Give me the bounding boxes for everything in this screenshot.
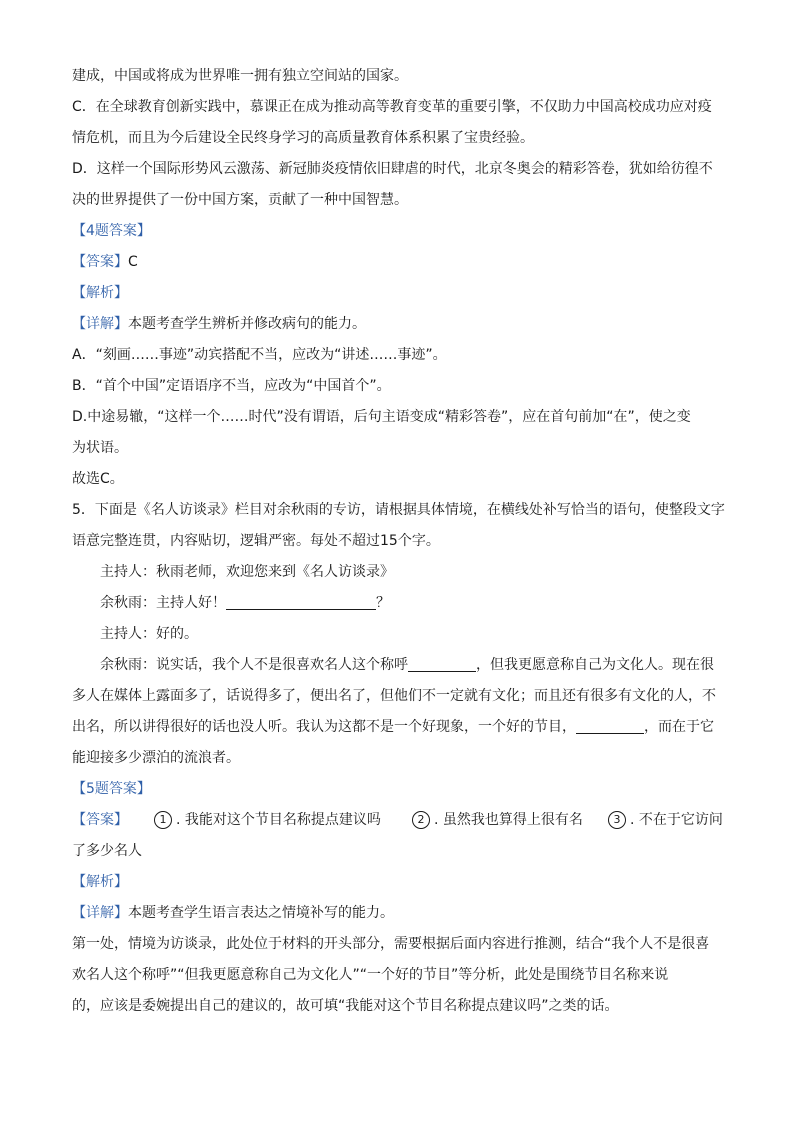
q5-explain-1: 第一处，情境为访谈录，此处位于材料的开头部分，需要根据后面内容进行推测，结合“我个人不是很喜 [72,936,710,952]
document-page [72,61,732,1022]
dialogue-line-3: 主持人：好的。 [100,626,198,642]
answer-2: . 虽然我也算得上很有名 [434,812,583,828]
q5-detail: 【详解】本题考查学生语言表达之情境补写的能力。 [72,905,394,921]
answer-label: 【答案】 [72,254,128,270]
q5-analysis-heading: 【解析】 [72,874,128,890]
q5-explain-3: 的，应该是委婉提出自己的建议的，故可填“我能对这个节目名称提点建议吗”之类的话。 [72,998,619,1014]
dialogue-line-7: 能迎接多少漂泊的流浪者。 [72,750,240,766]
dialogue-line-2 [72,588,732,619]
dialogue-line-6 [72,712,732,743]
option-d-line-1: D．这样一个国际形势风云激荡、新冠肺炎疫情依旧肆虐的时代，北京冬奥会的精彩答卷，犹如给彷徨不 [72,161,713,177]
q5-answer-heading: 【5题答案】 [72,781,151,797]
dialogue-text: ？ [376,595,390,611]
q4-conclusion: 故选C。 [72,471,124,487]
answer-3: . 不在于它访问 [630,812,723,828]
detail-text: 【详解】本题考查学生辨析并修改病句的能力。 [72,316,366,332]
option-d-line-2: 决的世界提供了一份中国方案，贡献了一种中国智慧。 [72,192,408,208]
circled-number-3: 3 [608,811,626,829]
dialogue-text: 出名，所以讲得很好的话也没人听。我认为这都不是一个好现象，一个好的节目， [72,719,576,735]
q4-answer [72,247,732,278]
q4-analysis-heading: 【解析】 [72,285,128,301]
q4-explain-d-2: 为状语。 [72,440,128,456]
q5-stem-1: 5．下面是《名人访谈录》栏目对余秋雨的专访，请根据具体情境，在横线处补写恰当的语句，使整段文字 [72,502,725,518]
fill-blank-1 [226,591,376,610]
dialogue-line-5: 多人在媒体上露面多了，话说得多了，便出名了，但他们不一定就有文化；而且还有很多有文化的人，不 [72,688,716,704]
q4-explain-a: A．“刻画……事迹”动宾搭配不当，应改为“讲述……事迹”。 [72,347,447,363]
answer-label: 【答案】 [72,812,128,828]
text-line: 建成，中国或将成为世界唯一拥有独立空间站的国家。 [72,68,408,84]
q4-answer-heading: 【4题答案】 [72,223,151,239]
dialogue-text: ，但我更愿意称自己为文化人。现在很 [476,657,714,673]
fill-blank-2 [408,653,476,672]
circled-number-2: 2 [412,811,430,829]
dialogue-line-1: 主持人：秋雨老师，欢迎您来到《名人访谈录》 [100,564,394,580]
option-c-line-1: C．在全球教育创新实践中，慕课正在成为推动高等教育变革的重要引擎，不仅助力中国高校成功应对疫 [72,99,712,115]
q5-explain-2: 欢名人这个称呼”“但我更愿意称自己为文化人”“一个好的节目”等分析，此处是围绕节目名称来说 [72,967,669,983]
dialogue-text: ，而在于它 [644,719,714,735]
fill-blank-3 [576,715,644,734]
answer-1: . 我能对这个节目名称提点建议吗 [176,812,381,828]
q5-stem-2: 语意完整连贯，内容贴切，逻辑严密。每处不超过15个字。 [72,533,440,549]
q5-answer [72,805,732,836]
q4-detail [72,309,732,340]
circled-number-1: 1 [154,811,172,829]
q4-explain-d-1: D.中途易辙，“这样一个……时代”没有谓语，后句主语变成“精彩答卷”，应在首句前加“在”，使之变 [72,409,691,425]
dialogue-text: 余秋雨：主持人好！ [100,595,226,611]
dialogue-text: 余秋雨：说实话，我个人不是很喜欢名人这个称呼 [100,657,408,673]
q4-explain-b: B．“首个中国”定语语序不当，应改为“中国首个”。 [72,378,391,394]
answer-value: C [128,254,138,270]
q5-answer-cont: 了多少名人 [72,843,142,859]
dialogue-line-4 [72,650,732,681]
option-c-line-2: 情危机，而且为今后建设全民终身学习的高质量教育体系积累了宝贵经验。 [72,130,534,146]
